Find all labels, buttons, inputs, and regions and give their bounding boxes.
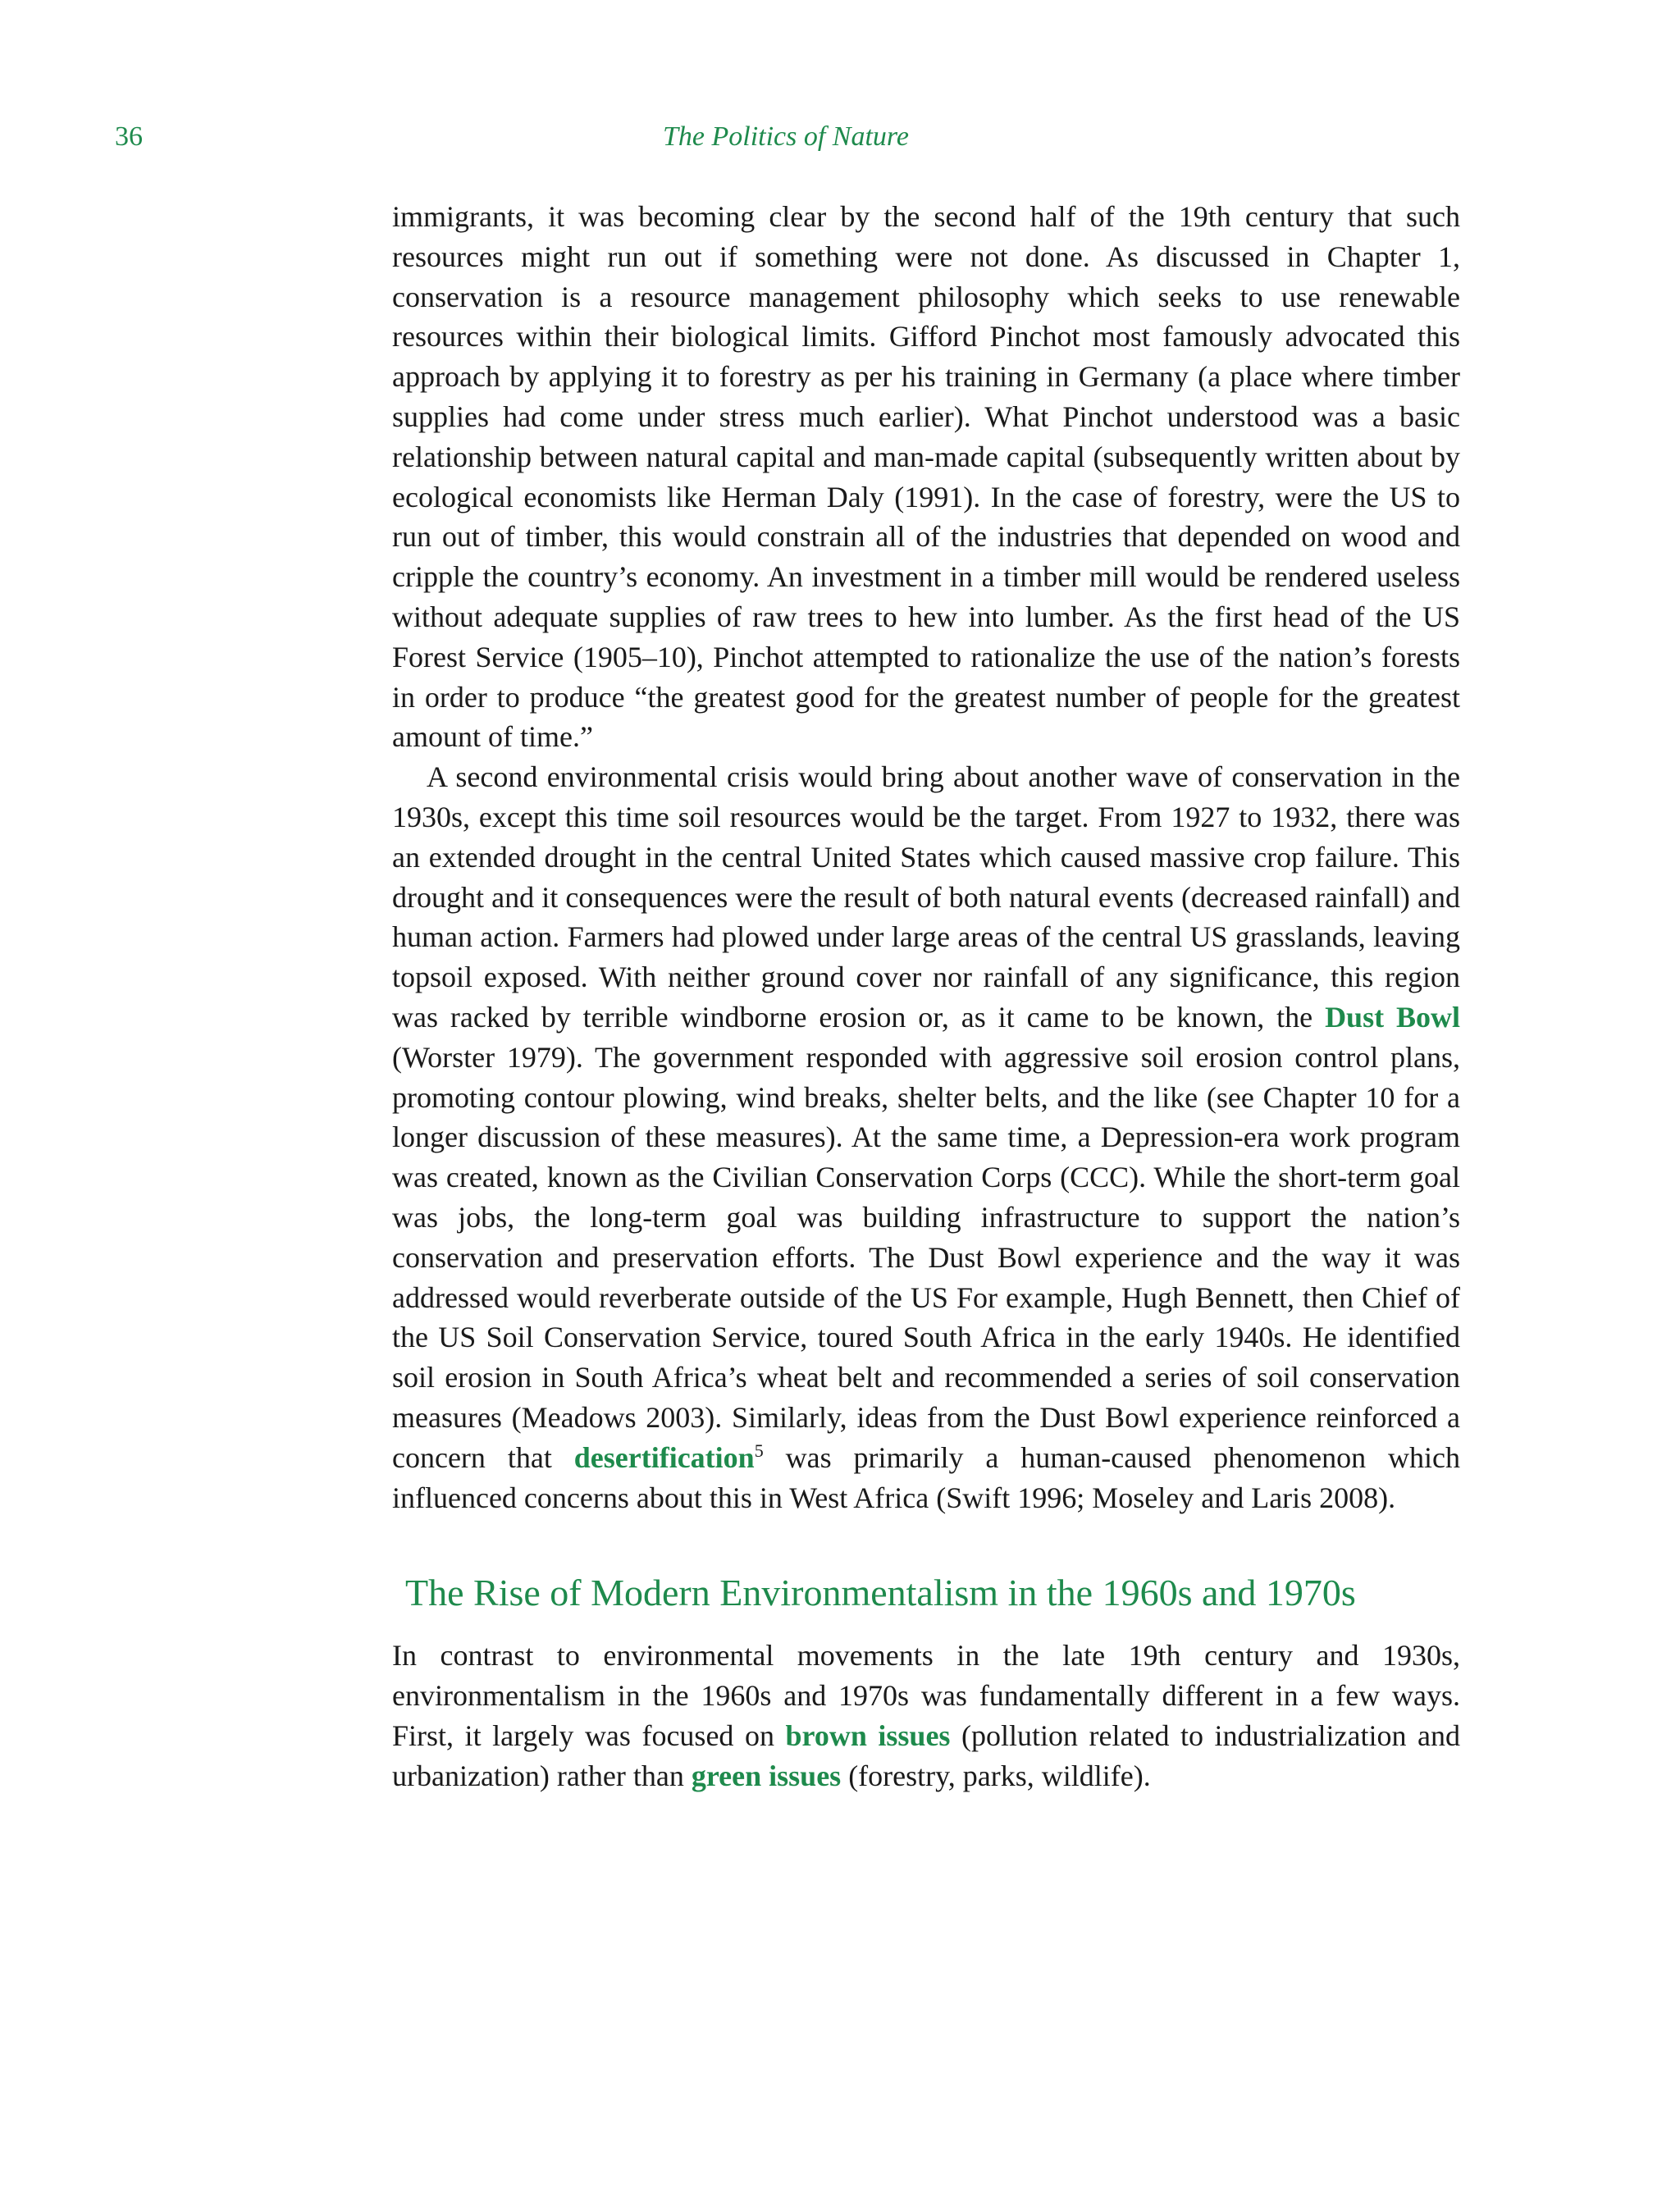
paragraph-text: (pollution related to industrialization and urbanization) rather than (392, 1718, 1460, 1792)
body-text (392, 197, 1460, 1796)
paragraph-dust-bowl (392, 757, 1460, 1517)
section-heading: The Rise of Modern Environmentalism in the 1960s and 1970s (405, 1572, 1356, 1614)
page-number: 36 (115, 121, 143, 152)
key-term-green-issues: green issues (691, 1759, 842, 1792)
paragraph-text: (Worster 1979). The government responded with aggressive soil erosion control plans, promoting contour plowing, wind breaks, shelter belts, and the like (see Chapter 10 for a longer discussion of these measures). At the same time, a Depression-era work program was created, known as the Civilian Conservation Corps (CCC). While the short-term goal was jobs, the long-term goal was building infrastructure to support the nation’s conservation and preservation efforts. The Dust Bowl experience and the way it was addressed would reverberate outside of the US For example, Hugh Bennett, then Chief of the US Soil Conservation Service, toured South Africa in the early 1940s. He identified soil erosion in South Africa’s wheat belt and recommended a series of soil conservation measures (Meadows 2003). Similarly, ideas from the Dust Bowl experience reinforced a concern that (392, 1040, 1460, 1474)
paragraph-modern-environmentalism (392, 1636, 1460, 1796)
paragraph-pinchot (392, 197, 1460, 757)
key-term-dust-bowl: Dust Bowl (1325, 1000, 1461, 1034)
key-term-desertification: desertification (573, 1440, 755, 1474)
key-term-brown-issues: brown issues (785, 1718, 951, 1752)
paragraph-text: was primarily a human-caused phenomenon which influenced concerns about this in West Africa (Swift 1996; Moseley and Laris 2008). (392, 1440, 1460, 1514)
paragraph-text: A second environmental crisis would bring about another wave of conservation in the 1930s, except this time soil resources would be the target. From 1927 to 1932, there was an extended drought in the central United States which caused massive crop failure. This drought and it consequences were the result of both natural events (decreased rainfall) and human action. Farmers had plowed under large areas of the central US grasslands, leaving topsoil exposed. With neither ground cover nor rainfall of any significance, this region was racked by terrible windborne erosion or, as it came to be known, the (392, 760, 1460, 1034)
running-head: The Politics of Nature (662, 121, 909, 152)
paragraph-text: (forestry, parks, wildlife). (841, 1759, 1151, 1792)
paragraph-text: In contrast to environmental movements in the late 19th century and 1930s, environmentalism in the 1960s and 1970s was fundamentally different in a few ways. First, it largely was focused on (392, 1639, 1460, 1752)
paragraph-text: immigrants, it was becoming clear by the second half of the 19th century that such resources might run out if something were not done. As discussed in Chapter 1, conservation is a resource management philosophy which seeks to use renewable resources within their biological limits. Gifford Pinchot most famously advocated this approach by applying it to forestry as per his training in Germany (a place where timber supplies had come under stress much earlier). What Pinchot understood was a basic relationship between natural capital and man-made capital (subsequently written about by ecological economists like Herman Daly (1991). In the case of forestry, were the US to run out of timber, this would constrain all of the industries that depended on wood and cripple the country’s economy. An investment in a timber mill would be rendered useless without adequate supplies of raw trees to hew into lumber. As the first head of the US Forest Service (1905–10), Pinchot attempted to rationalize the use of the nation’s forests in order to produce “the greatest good for the greatest number of people for the greatest amount of time.” (392, 200, 1460, 754)
footnote-reference[interactable]: 5 (754, 1440, 764, 1461)
